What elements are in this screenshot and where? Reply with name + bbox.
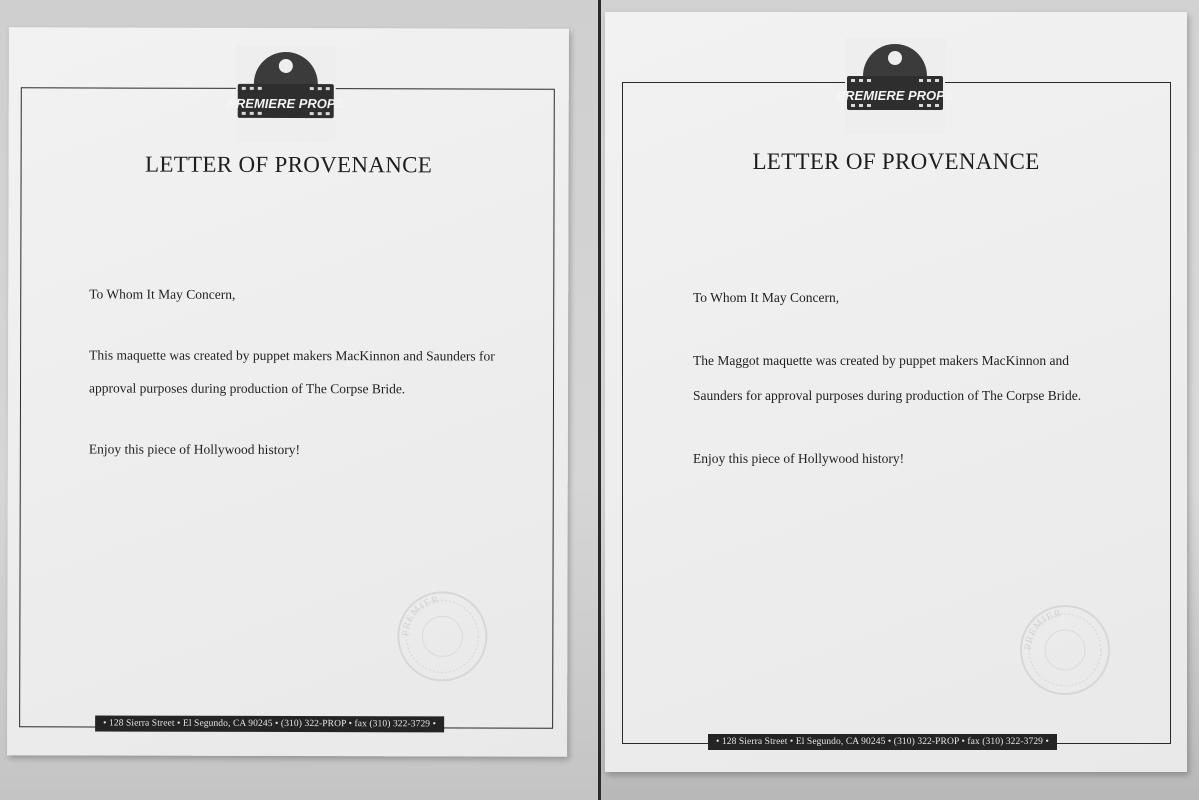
provenance-paragraph: The Maggot maquette was created by puppet makers MacKinnon and Saunders for approval purposes during production of The Corpse Bride.: [693, 353, 1082, 403]
svg-text:PREMIERE PROPS: PREMIERE PROPS: [227, 95, 345, 112]
provenance-paragraph: This maquette was created by puppet makers MacKinnon and Saunders for approval purposes during production of The Corpse Bride.: [88, 347, 495, 397]
svg-text:PREMIERE PROPS: PREMIERE PROPS: [836, 88, 954, 103]
premiere-props-logo: [836, 38, 954, 134]
closing-line: Enjoy this piece of Hollywood history!: [88, 441, 300, 458]
address-footer: • 128 Sierra Street • El Segundo, CA 90245 • (310) 322-PROP • fax (310) 322-3729 •: [708, 734, 1057, 750]
embossed-seal: [394, 588, 490, 684]
letter-body: [693, 280, 1113, 504]
premiere-props-logo: [227, 46, 345, 142]
letter-body: [89, 277, 510, 494]
letter-page: [605, 12, 1187, 772]
svg-text:PREMIER: PREMIER: [400, 594, 441, 637]
letter-photo-left: [0, 0, 598, 800]
embossed-seal: [1017, 602, 1113, 698]
salutation: To Whom It May Concern,: [89, 286, 236, 302]
closing-line: Enjoy this piece of Hollywood history!: [693, 451, 905, 466]
svg-text:PREMIER: PREMIER: [1022, 608, 1063, 651]
address-footer: • 128 Sierra Street • El Segundo, CA 90245 • (310) 322-PROP • fax (310) 322-3729 •: [95, 715, 444, 732]
letter-title: LETTER OF PROVENANCE: [752, 149, 1040, 174]
letter-photo-right: [601, 0, 1199, 800]
letter-page: [7, 27, 569, 756]
letter-title: LETTER OF PROVENANCE: [145, 151, 433, 178]
salutation: To Whom It May Concern,: [693, 290, 840, 305]
